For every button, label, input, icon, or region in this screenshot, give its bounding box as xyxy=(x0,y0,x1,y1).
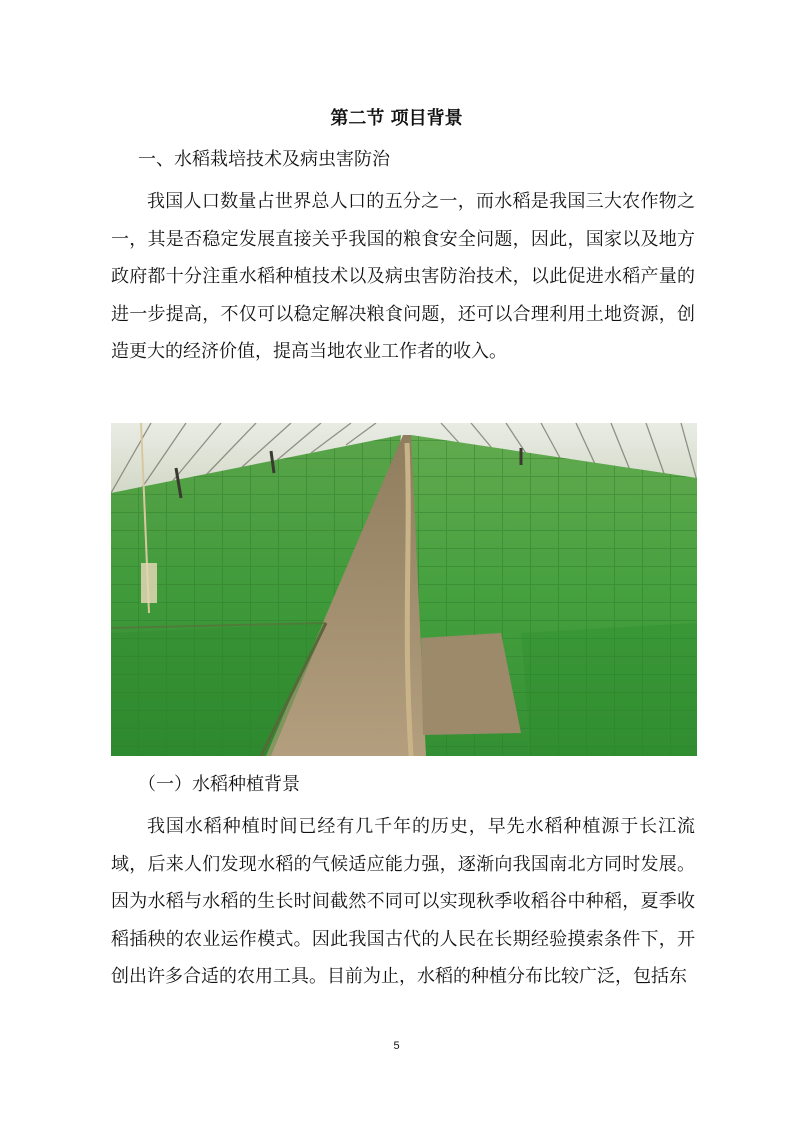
paragraph-1: 我国人口数量占世界总人口的五分之一，而水稻是我国三大农作物之一，其是否稳定发展直接关乎我国的粮食安全问题，因此，国家以及地方政府都十分注重水稻种植技术以及病虫害防治技术，以此促进水稻产量的进一步提高，不仅可以稳定解决粮食问题，还可以合理利用土地资源，创造更大的经济价值，提高当地农业工作者的收入。 xyxy=(111,191,695,362)
paragraph-2: 我国水稻种植时间已经有几千年的历史，早先水稻种植源于长江流域，后来人们发现水稻的气候适应能力强，逐渐向我国南北方同时发展。因为水稻与水稻的生长时间截然不同可以实现秋季收稻谷中种稻，夏季收稻插秧的农业运作模式。因此我国古代的人民在长期经验摸索条件下，开创出许多合适的农用工具。目前为止，水稻的种植分布比较广泛，包括东 xyxy=(111,816,695,987)
rice-seedling-greenhouse-photo xyxy=(111,423,697,756)
subsection-heading-2: （一）水稻种植背景 xyxy=(138,774,300,795)
subsection-heading-1: 一、水稻栽培技术及病虫害防治 xyxy=(138,149,390,170)
section-title: 第二节 项目背景 xyxy=(330,108,463,129)
page-number: 5 xyxy=(393,1040,400,1052)
